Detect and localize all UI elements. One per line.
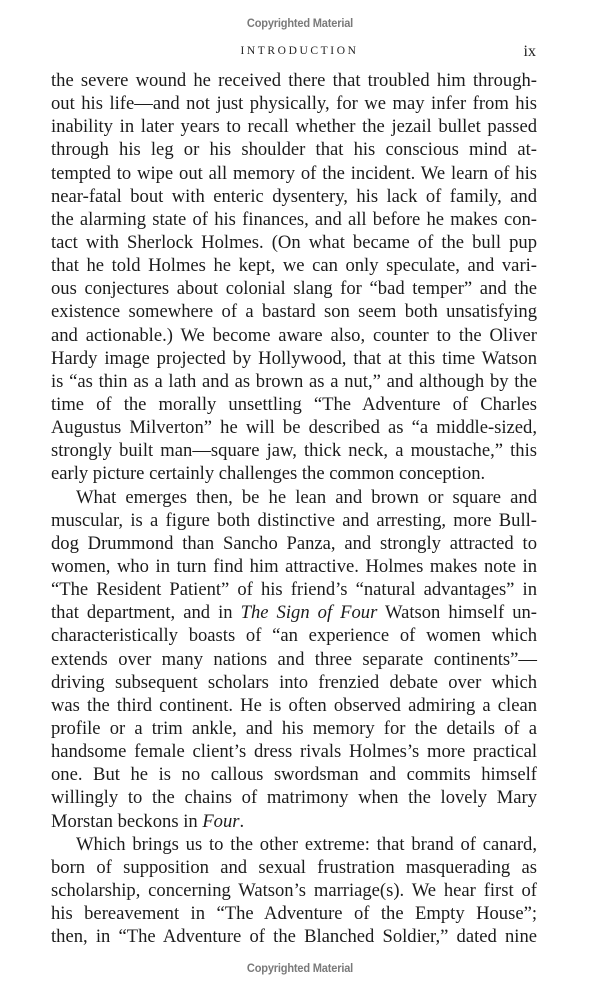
- text-line: tact with Sherlock Holmes. (On what became of the bull pup: [51, 231, 537, 253]
- text-line: was the third continent. He is often observed admiring a clean: [51, 694, 537, 716]
- text-line: one. But he is no callous swordsman and commits himself: [51, 764, 537, 786]
- text-line: Which brings us to the other extreme: that brand of canard,: [76, 833, 537, 855]
- text-line: through his leg or his shoulder that his conscious mind at-: [51, 139, 537, 161]
- copyright-watermark-bottom: Copyrighted Material: [246, 961, 354, 975]
- text-run: that department, and in: [51, 602, 241, 624]
- text-run: .: [239, 810, 245, 832]
- text-line: driving subsequent scholars into frenzied debate over which: [51, 671, 537, 693]
- text-line: his bereavement in “The Adventure of the Empty House”;: [51, 903, 537, 925]
- text-line: What emerges then, be he lean and brown or square and: [76, 486, 537, 508]
- text-line: profile or a trim ankle, and his memory for the details of a: [51, 717, 537, 739]
- text-run: Morstan beckons in: [51, 810, 203, 832]
- text-line: out his life—and not just physically, for we may infer from his: [51, 93, 537, 115]
- text-line: then, in “The Adventure of the Blanched Soldier,” dated nine: [51, 926, 537, 948]
- text-run: Watson himself un-: [377, 602, 537, 624]
- page-number: ix: [523, 43, 536, 60]
- book-title-italic: The Sign of Four: [240, 602, 378, 624]
- paragraph: [51, 69, 537, 486]
- text-line: ous conjectures about colonial slang for “bad temper” and the: [51, 278, 537, 300]
- body-text: [51, 69, 537, 948]
- text-line: that he told Holmes he kept, we can only speculate, and vari-: [51, 255, 537, 277]
- text-line: is “as thin as a lath and as brown as a nut,” and although by the: [51, 370, 537, 392]
- paragraph: [51, 486, 537, 833]
- text-line: Augustus Milverton” he will be described as “a middle-sized,: [51, 417, 537, 439]
- text-line: and actionable.) We become aware also, counter to the Oliver: [51, 324, 537, 346]
- copyright-watermark-top: Copyrighted Material: [246, 16, 354, 30]
- text-line: early picture certainly challenges the common conception.: [51, 463, 486, 485]
- text-line: extends over many nations and three separate continents”—: [51, 648, 537, 670]
- text-line: tempted to wipe out all memory of the incident. We learn of his: [51, 162, 537, 184]
- text-line: [51, 810, 537, 833]
- text-line: [51, 601, 537, 624]
- text-line: scholarship, concerning Watson’s marriage(s). We hear first of: [51, 879, 537, 901]
- text-line: dog Drummond than Sancho Panza, and strongly attracted to: [51, 532, 537, 554]
- chapter-title: INTRODUCTION: [240, 45, 359, 57]
- text-line: inability in later years to recall whether the jezail bullet passed: [51, 116, 537, 138]
- text-line: the severe wound he received there that troubled him through-: [51, 70, 537, 91]
- text-line: muscular, is a figure both distinctive and arresting, more Bull-: [51, 509, 537, 531]
- text-line: “The Resident Patient” of his friend’s “natural advantages” in: [51, 579, 537, 601]
- text-line: characteristically boasts of “an experience of women which: [51, 625, 537, 647]
- book-title-italic: Four: [202, 810, 240, 832]
- text-line: strongly built man—square jaw, thick neck, a moustache,” this: [51, 440, 537, 462]
- text-line: willingly to the chains of matrimony when the lovely Mary: [51, 787, 537, 809]
- text-line: women, who in turn find him attractive. Holmes makes note in: [51, 555, 537, 577]
- paragraph: [51, 833, 537, 949]
- running-head: [51, 43, 536, 63]
- text-line: time of the morally unsettling “The Adventure of Charles: [51, 393, 537, 415]
- text-line: the alarming state of his finances, and all before he makes con-: [51, 208, 537, 230]
- text-line: born of supposition and sexual frustration masquerading as: [51, 856, 537, 878]
- text-line: near-fatal bout with enteric dysentery, his lack of family, and: [51, 185, 537, 207]
- text-line: Hardy image projected by Hollywood, that at this time Watson: [51, 347, 537, 369]
- text-line: handsome female client’s dress rivals Holmes’s more practical: [51, 741, 537, 763]
- text-line: existence somewhere of a bastard son seem both unsatisfying: [51, 301, 537, 323]
